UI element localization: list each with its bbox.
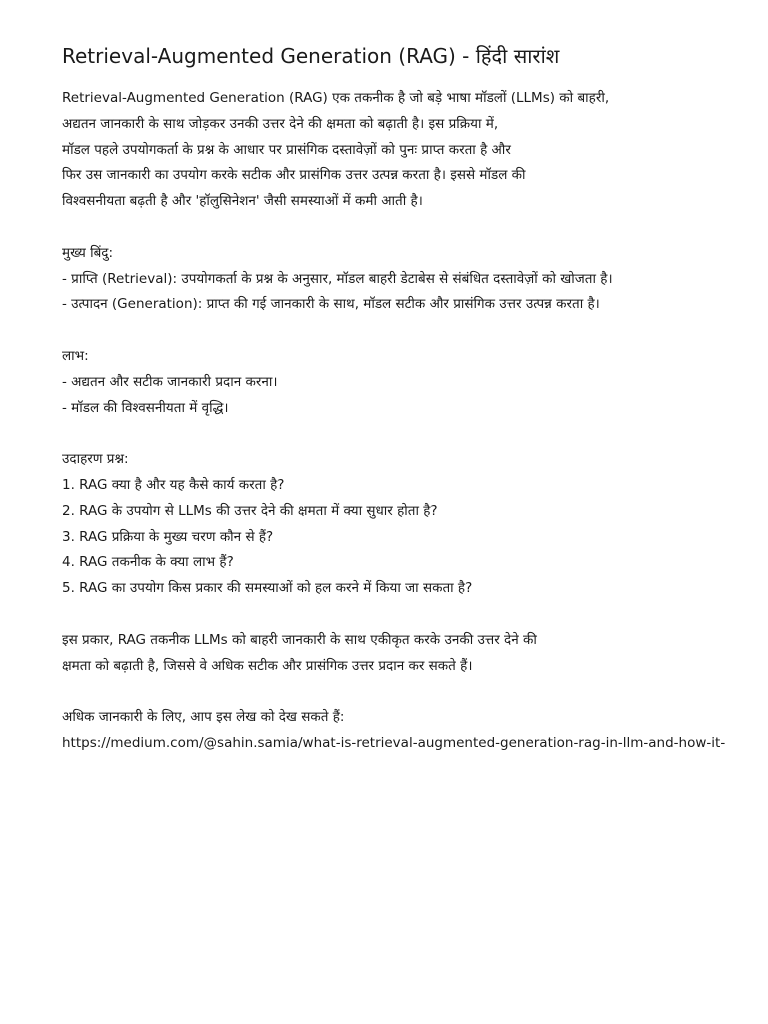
list-item: 5. RAG का उपयोग किस प्रकार की समस्याओं को हल करने में किया जा सकता है?: [62, 580, 473, 597]
benefits-heading: लाभ:: [62, 347, 89, 364]
spacer: [62, 679, 768, 705]
intro-line: मॉडल पहले उपयोगकर्ता के प्रश्न के आधार पर प्रासंगिक दस्तावेज़ों को पुनः प्राप्त करता है और: [62, 141, 511, 158]
article-link[interactable]: https://medium.com/@sahin.samia/what-is-retrieval-augmented-generation-rag-in-llm-and-how-it-: [62, 734, 726, 751]
intro-line: अद्यतन जानकारी के साथ जोड़कर उनकी उत्तर देने की क्षमता को बढ़ाती है। इस प्रक्रिया में,: [62, 115, 499, 132]
list-item: 4. RAG तकनीक के क्या लाभ हैं?: [62, 554, 234, 571]
page-title: Retrieval-Augmented Generation (RAG) - हिंदी सारांश: [62, 44, 560, 68]
spacer: [62, 215, 768, 241]
intro-paragraph: [62, 86, 768, 215]
list-item: - प्राप्ति (Retrieval): उपयोगकर्ता के प्रश्न के अनुसार, मॉडल बाहरी डेटाबेस से संबंधित दस्तावेज़ों को खोजता है।: [62, 270, 613, 287]
list-item: - मॉडल की विश्वसनीयता में वृद्धि।: [62, 399, 229, 416]
spacer: [62, 318, 768, 344]
questions-heading: उदाहरण प्रश्न:: [62, 451, 129, 468]
questions-section: [62, 447, 768, 602]
intro-line: विश्वसनीयता बढ़ती है और 'हॉलुसिनेशन' जैसी समस्याओं में कमी आती है।: [62, 193, 423, 210]
spacer: [62, 602, 768, 628]
benefits-section: [62, 344, 768, 421]
spacer: [62, 421, 768, 447]
list-item: 2. RAG के उपयोग से LLMs की उत्तर देने की क्षमता में क्या सुधार होता है?: [62, 502, 438, 519]
more-info-section: [62, 705, 768, 757]
intro-line: Retrieval-Augmented Generation (RAG) एक तकनीक है जो बड़े भाषा मॉडलों (LLMs) को बाहरी,: [62, 90, 610, 106]
intro-line: फिर उस जानकारी का उपयोग करके सटीक और प्रासंगिक उत्तर उत्पन्न करता है। इससे मॉडल की: [62, 167, 526, 184]
conclusion-line: इस प्रकार, RAG तकनीक LLMs को बाहरी जानकारी के साथ एकीकृत करके उनकी उत्तर देने की: [62, 631, 537, 648]
more-info-label: अधिक जानकारी के लिए, आप इस लेख को देख सकते हैं:: [62, 709, 345, 726]
list-item: - अद्यतन और सटीक जानकारी प्रदान करना।: [62, 373, 278, 390]
key-points-heading: मुख्य बिंदु:: [62, 244, 114, 261]
document-page: [62, 40, 768, 757]
list-item: 1. RAG क्या है और यह कैसे कार्य करता है?: [62, 476, 285, 493]
conclusion-paragraph: [62, 628, 768, 680]
list-item: 3. RAG प्रक्रिया के मुख्य चरण कौन से हैं?: [62, 528, 274, 545]
key-points-section: [62, 241, 768, 318]
list-item: - उत्पादन (Generation): प्राप्त की गई जानकारी के साथ, मॉडल सटीक और प्रासंगिक उत्तर उत्पन्न करता है।: [62, 296, 600, 313]
conclusion-line: क्षमता को बढ़ाती है, जिससे वे अधिक सटीक और प्रासंगिक उत्तर प्रदान कर सकते हैं।: [62, 657, 473, 674]
